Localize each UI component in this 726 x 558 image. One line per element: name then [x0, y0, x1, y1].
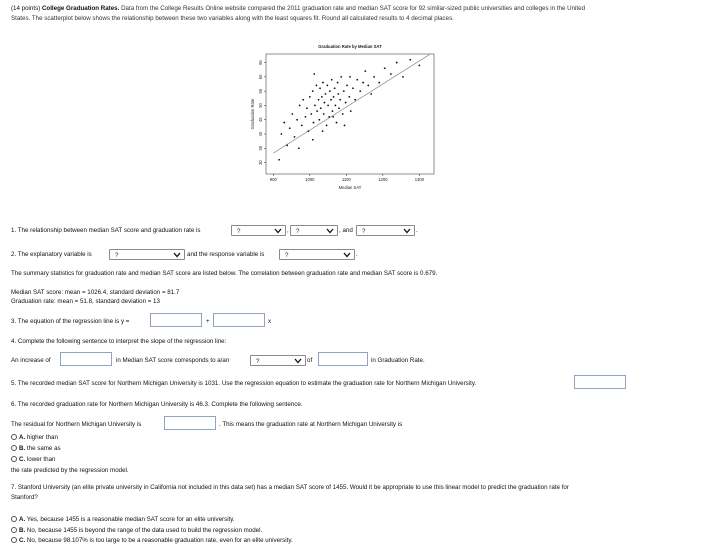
option-letter: B.: [19, 445, 26, 452]
chevron-down-icon: [173, 250, 181, 259]
select-value: ?: [115, 251, 119, 259]
q3-slope-input[interactable]: [213, 313, 265, 327]
chevron-down-icon: [294, 356, 302, 365]
radio-button[interactable]: [11, 537, 17, 543]
data-point: [296, 119, 298, 121]
data-point: [289, 127, 291, 129]
data-point: [316, 110, 318, 112]
option-text: higher than: [26, 434, 58, 441]
y-tick-label: 60: [258, 74, 263, 80]
data-point: [329, 90, 331, 92]
data-point: [345, 102, 347, 104]
data-point: [402, 76, 404, 78]
chevron-down-icon: [274, 226, 282, 235]
radio-button[interactable]: [11, 527, 17, 533]
intro-text-2: States. The scatterplot below shows the relationship between these two variables along with the least squares fit. Round all calculated results to 4 decimal places.: [11, 15, 454, 22]
chevron-down-icon: [403, 226, 411, 235]
intro-line-1: [11, 5, 585, 12]
q1-text: 1. The relationship between median SAT score and graduation rate is: [11, 227, 201, 234]
y-tick-label: 45: [258, 117, 263, 123]
chevron-down-icon: [343, 250, 351, 259]
q6-option-c[interactable]: [11, 456, 55, 463]
data-point: [333, 96, 335, 98]
data-point: [384, 67, 386, 69]
q1-select-strength[interactable]: [356, 225, 415, 236]
data-point: [326, 85, 328, 87]
data-point: [373, 76, 375, 78]
q6-after-text: the rate predicted by the regression model.: [11, 467, 129, 474]
data-point: [356, 79, 358, 81]
option-letter: A.: [19, 516, 26, 523]
option-text: lower than: [26, 456, 56, 463]
radio-button[interactable]: [11, 445, 17, 451]
q4-d-text: in Graduation Rate.: [371, 357, 425, 364]
data-point: [324, 102, 326, 104]
data-point: [338, 107, 340, 109]
data-point: [342, 113, 344, 115]
data-point: [306, 107, 308, 109]
q6-option-a[interactable]: [11, 434, 58, 441]
data-point: [286, 145, 288, 147]
y-axis-label: Graduation Rate: [250, 98, 255, 130]
y-tick-label: 65: [258, 60, 263, 65]
data-point: [344, 125, 346, 127]
scatterplot-svg: [248, 40, 448, 200]
data-point: [318, 99, 320, 101]
data-point: [278, 159, 280, 161]
regression-line: [273, 54, 430, 153]
data-point: [294, 136, 296, 138]
option-text: the same as: [26, 445, 61, 452]
radio-button[interactable]: [11, 516, 17, 522]
x-tick-label: 1300: [414, 177, 425, 182]
x-tick-label: 1200: [378, 177, 388, 182]
q5-text: 5. The recorded median SAT score for Northern Michigan University is 1031. Use the regression equation to estimate the graduation rate for Northern Michigan University.: [11, 380, 477, 387]
y-tick-label: 30: [258, 160, 263, 165]
data-point: [334, 87, 336, 89]
q4-a-text: An increase of: [11, 357, 51, 364]
select-value: ?: [362, 227, 366, 235]
radio-button[interactable]: [11, 434, 17, 440]
q2-text: 2. The explanatory variable is: [11, 251, 92, 258]
q1-end: .: [416, 227, 418, 234]
q1-separator-1: ,: [287, 227, 289, 234]
data-point: [302, 99, 304, 101]
data-point: [320, 107, 322, 109]
data-point: [314, 105, 316, 107]
data-point: [319, 87, 321, 89]
q1-separator-2: , and: [339, 227, 353, 234]
intro-text-1: Data from the College Results Online website compared the 2011 graduation rate and median SAT score for 92 similar-sized public universities and colleges in the United: [121, 5, 586, 12]
data-point: [364, 70, 366, 72]
x-tick-label: 1100: [341, 177, 351, 182]
chart-title: Graduation Rate by Median SAT: [318, 44, 382, 49]
data-point: [310, 113, 312, 115]
select-value: ?: [256, 357, 260, 365]
data-point: [396, 62, 398, 64]
data-point: [350, 110, 352, 112]
q7-option-a[interactable]: [11, 516, 235, 523]
q2-end: .: [356, 251, 358, 258]
data-point: [318, 119, 320, 121]
q4-text: 4. Complete the following sentence to interpret the slope of the regression line:: [11, 338, 227, 345]
y-tick-label: 35: [258, 145, 263, 151]
data-point: [346, 85, 348, 87]
q7-option-c[interactable]: [11, 537, 293, 544]
q4-change-input[interactable]: [318, 352, 368, 366]
select-value: ?: [285, 251, 289, 259]
option-letter: B.: [19, 527, 26, 534]
q4-c-text: of: [307, 357, 313, 364]
q6-a-text: The residual for Northern Michigan University is: [11, 421, 142, 428]
option-text: Yes, because 1455 is a reasonable median SAT score for an elite university.: [26, 516, 235, 523]
y-tick-label: 40: [258, 131, 263, 137]
option-text: No, because 98.107% is too large to be a reasonable graduation rate, even for an elite university.: [26, 537, 293, 544]
q2-select-explanatory[interactable]: [109, 249, 185, 260]
data-point: [280, 133, 282, 135]
data-point: [299, 105, 301, 107]
data-point: [301, 125, 303, 127]
summary-intro: The summary statistics for graduation rate and median SAT score are listed below. The correlation between graduation rate and median SAT score is 0.679.: [11, 270, 438, 277]
data-point: [283, 122, 285, 124]
data-point: [322, 130, 324, 132]
data-point: [349, 76, 351, 78]
data-point: [322, 82, 324, 84]
data-point: [312, 139, 314, 141]
select-value: ?: [237, 227, 241, 235]
q7-line-1: 7. Stanford University (an elite private university in California not included in this data set) has a median SAT score of 1455. Would it be appropriate to use this linear model to predict the graduation rate for: [11, 484, 569, 491]
summary-sat: Median SAT score: mean = 1026.4, standard deviation = 81.7: [11, 289, 180, 296]
summary-grad: Graduation rate: mean = 51.8, standard deviation = 13: [11, 298, 160, 305]
points-label: (14 points): [11, 5, 41, 12]
data-point: [307, 130, 309, 132]
plot-area-frame: [266, 54, 434, 174]
q3-text: 3. The equation of the regression line is y =: [11, 318, 130, 325]
q7-option-b[interactable]: [11, 527, 262, 534]
q4-b-text: in Median SAT score corresponds to a/an: [116, 357, 230, 364]
data-point: [370, 93, 372, 95]
data-point: [362, 82, 364, 84]
data-point: [316, 85, 318, 87]
option-letter: C.: [19, 537, 26, 544]
data-point: [337, 82, 339, 84]
q5-estimate-input[interactable]: [574, 375, 626, 389]
data-point: [328, 116, 330, 118]
data-point: [323, 113, 325, 115]
data-point: [409, 59, 411, 61]
option-text: No, because 1455 is beyond the range of the data used to build the regression model.: [26, 527, 263, 534]
data-point: [340, 76, 342, 78]
data-point: [378, 82, 380, 84]
x-tick-label: 1000: [305, 177, 315, 182]
q1-select-direction[interactable]: [231, 225, 286, 236]
data-point: [339, 99, 341, 101]
q3-intercept-input[interactable]: [150, 313, 202, 327]
q3-x: x: [268, 318, 272, 325]
data-point: [305, 116, 307, 118]
data-point: [327, 105, 329, 107]
x-tick-label: 900: [269, 177, 277, 182]
option-letter: A.: [19, 434, 26, 441]
data-point: [359, 90, 361, 92]
q7-line-2: Stanford?: [11, 494, 38, 501]
y-tick-label: 50: [258, 103, 263, 108]
data-point: [313, 73, 315, 75]
scatterplot-figure: [248, 40, 448, 200]
data-point: [343, 90, 345, 92]
chevron-down-icon: [326, 226, 334, 235]
data-point: [367, 85, 369, 87]
data-point: [354, 99, 356, 101]
q2-select-response[interactable]: [279, 249, 355, 260]
option-letter: C.: [19, 456, 26, 463]
data-point: [298, 147, 300, 149]
q4-select-direction[interactable]: [250, 355, 306, 366]
data-point: [334, 105, 336, 107]
data-point: [313, 122, 315, 124]
q6-b-text: . This means the graduation rate at Northern Michigan University is: [219, 421, 403, 428]
data-point: [309, 96, 311, 98]
radio-button[interactable]: [11, 456, 17, 462]
data-point: [312, 90, 314, 92]
data-point: [332, 116, 334, 118]
q2-mid-text: and the response variable is: [187, 251, 265, 258]
data-point: [321, 96, 323, 98]
q1-select-form[interactable]: [290, 225, 338, 236]
y-tick-label: 55: [258, 88, 263, 94]
problem-title: College Graduation Rates.: [41, 5, 120, 12]
data-point: [336, 122, 338, 124]
data-point: [352, 87, 354, 89]
q6-residual-input[interactable]: [164, 416, 216, 430]
q6-text: 6. The recorded graduation rate for Northern Michigan University is 46.3. Complete the following sentence.: [11, 401, 303, 408]
x-axis-label: Median SAT: [338, 185, 362, 190]
data-point: [337, 93, 339, 95]
data-point: [291, 113, 293, 115]
q6-option-b[interactable]: [11, 445, 61, 452]
data-point: [330, 99, 332, 101]
select-value: ?: [296, 227, 300, 235]
data-point: [418, 65, 420, 67]
data-point: [325, 93, 327, 95]
data-point: [390, 73, 392, 75]
data-point: [348, 96, 350, 98]
q3-plus: +: [206, 318, 210, 325]
data-point: [326, 125, 328, 127]
data-point: [332, 110, 334, 112]
q4-increase-input[interactable]: [60, 352, 112, 366]
data-point: [331, 79, 333, 81]
